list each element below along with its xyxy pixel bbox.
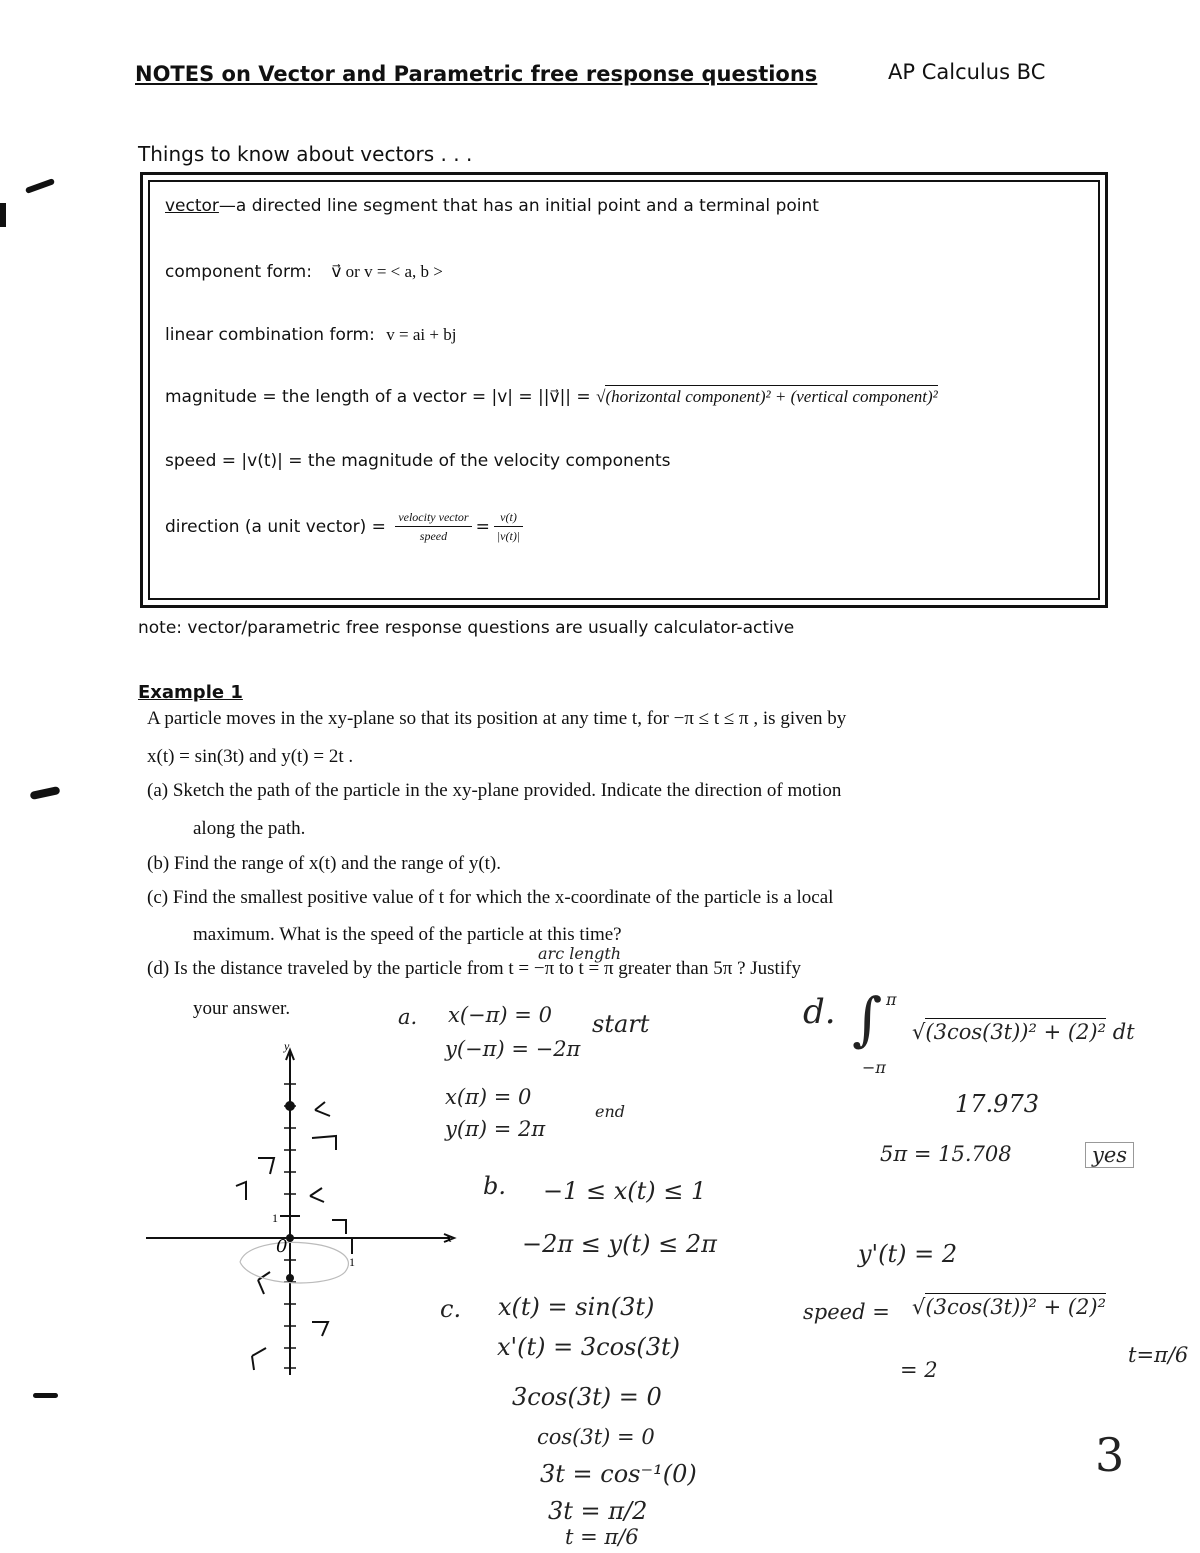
hw-a-start: start bbox=[592, 1010, 650, 1038]
xy-plane-graph bbox=[140, 1040, 470, 1380]
y-axis-label: y bbox=[284, 1040, 290, 1053]
hw-d-yes: yes bbox=[1085, 1142, 1134, 1168]
hw-b-xrange: −1 ≤ x(t) ≤ 1 bbox=[543, 1177, 707, 1205]
section-intro: Things to know about vectors . . . bbox=[138, 142, 473, 166]
hw-t-value: t=π/6 bbox=[1128, 1343, 1189, 1367]
hw-speed-value: = 2 bbox=[900, 1358, 938, 1382]
hw-c-label: c. bbox=[440, 1295, 462, 1323]
direction-arrow bbox=[236, 1182, 246, 1200]
hw-speed-label: speed = bbox=[803, 1300, 890, 1324]
component-form bbox=[165, 262, 443, 282]
part-d-line-2: your answer. bbox=[193, 998, 291, 1019]
magnitude-definition: magnitude = the length of a vector = |v| = ||v⃗|| = √(horizontal component)² + (vertical component)² bbox=[165, 387, 938, 407]
hw-c-4: cos(3t) = 0 bbox=[537, 1425, 655, 1449]
page-title: NOTES on Vector and Parametric free response questions bbox=[135, 62, 818, 86]
direction-fraction-2: $\frac{v(t)}{|v(t)|}$ bbox=[494, 510, 523, 544]
hw-c-3: 3cos(3t) = 0 bbox=[512, 1383, 662, 1411]
part-a-line-1: (a) Sketch the path of the particle in the xy-plane provided. Indicate the direction of motion bbox=[147, 780, 842, 801]
hw-a-end: end bbox=[595, 1102, 626, 1121]
hw-d-label: d. bbox=[803, 992, 836, 1032]
direction-label: direction (a unit vector) = bbox=[165, 517, 386, 537]
magnitude-radicand: (horizontal component)² + (vertical component)² bbox=[605, 387, 938, 406]
part-c-line-2: maximum. What is the speed of the particle at this time? bbox=[193, 924, 622, 945]
direction-arrow bbox=[312, 1322, 328, 1336]
hw-c-6: 3t = π/2 bbox=[548, 1497, 648, 1525]
problem-line-2: x(t) = sin(3t) and y(t) = 2t . bbox=[147, 746, 354, 767]
example-title: Example 1 bbox=[138, 682, 243, 703]
page-number: 3 bbox=[1095, 1428, 1125, 1482]
arc-length-note: arc length bbox=[538, 944, 622, 963]
direction-fraction-1: $\frac{\text{velocity vector}}{\text{speed}}$ bbox=[395, 510, 471, 544]
direction-arrow bbox=[258, 1272, 270, 1294]
vector-def-text: —a directed line segment that has an initial point and a terminal point bbox=[218, 196, 819, 216]
calculator-note: note: vector/parametric free response questions are usually calculator-active bbox=[138, 618, 795, 638]
vector-term: vector bbox=[165, 196, 219, 216]
component-label: component form: bbox=[165, 262, 312, 282]
hw-d-value: 17.973 bbox=[955, 1090, 1039, 1118]
hw-d-integrand: (3cos(3t))² + (2)² bbox=[925, 1020, 1107, 1044]
hw-b-label: b. bbox=[483, 1172, 506, 1200]
hw-c-2: x'(t) = 3cos(3t) bbox=[497, 1333, 680, 1361]
vector-definition bbox=[165, 196, 819, 216]
problem-line-1: A particle moves in the xy-plane so that its position at any time t, for −π ≤ t ≤ π , is given by bbox=[147, 708, 847, 729]
linear-expr: v = ai + bj bbox=[386, 325, 457, 344]
direction-arrow bbox=[315, 1102, 330, 1116]
direction-arrow bbox=[312, 1136, 336, 1150]
part-d-line-1: (d) Is the distance traveled by the particle from t = −π to t = π greater than 5π ? Justify bbox=[147, 958, 801, 979]
integral-sign-icon: ∫ bbox=[852, 985, 883, 1053]
scan-mark bbox=[33, 1393, 58, 1398]
hw-speed-radicand: (3cos(3t))² + (2)² bbox=[925, 1295, 1107, 1319]
x-tick-label: 1 bbox=[349, 1255, 355, 1269]
hw-a-yend: y(π) = 2π bbox=[445, 1117, 546, 1141]
hw-speed-sqrt: √(3cos(3t))² + (2)² bbox=[912, 1295, 1107, 1319]
x-axis-label: x bbox=[446, 1230, 452, 1245]
direction-arrow bbox=[332, 1220, 346, 1234]
direction-arrow bbox=[252, 1348, 266, 1370]
hw-yprime: y'(t) = 2 bbox=[858, 1240, 958, 1268]
speed-definition: speed = |v(t)| = the magnitude of the velocity components bbox=[165, 451, 671, 471]
hw-b-yrange: −2π ≤ y(t) ≤ 2π bbox=[522, 1230, 717, 1258]
y-tick-label: 1 bbox=[272, 1211, 278, 1225]
part-a-line-2: along the path. bbox=[193, 818, 306, 839]
part-c-line-1: (c) Find the smallest positive value of t for which the x-coordinate of the particle is a local bbox=[147, 887, 834, 908]
hw-c-1: x(t) = sin(3t) bbox=[498, 1293, 655, 1321]
course-name: AP Calculus BC bbox=[888, 60, 1046, 84]
hw-a-label: a. bbox=[398, 1005, 418, 1029]
scan-mark bbox=[25, 178, 55, 194]
hw-d-dt: dt bbox=[1112, 1020, 1135, 1044]
hw-a-ystart: y(−π) = −2π bbox=[445, 1037, 581, 1061]
hw-d-upper: π bbox=[886, 990, 897, 1009]
hw-a-xstart: x(−π) = 0 bbox=[448, 1003, 552, 1027]
direction-arrow bbox=[310, 1188, 324, 1202]
hw-a-xend: x(π) = 0 bbox=[445, 1085, 532, 1109]
direction-definition: direction (a unit vector) = $\frac{\text{velocity vector}}{\text{speed}}$ = $\frac{v(t)}{|v(t)|}$ bbox=[165, 510, 527, 544]
magnitude-label: magnitude = the length of a vector = |v| = ||v⃗|| = bbox=[165, 387, 591, 407]
scan-mark bbox=[0, 203, 6, 227]
component-expr: v⃗ or v = < a, b > bbox=[331, 262, 443, 281]
hw-d-sqrt: √(3cos(3t))² + (2)² dt bbox=[912, 1020, 1135, 1044]
hw-c-5: 3t = cos⁻¹(0) bbox=[540, 1460, 697, 1488]
hw-c-7: t = π/6 bbox=[565, 1525, 639, 1549]
start-point bbox=[285, 1101, 295, 1111]
linear-combination-form bbox=[165, 325, 456, 345]
hw-d-compare: 5π = 15.708 bbox=[880, 1142, 1012, 1166]
direction-arrow bbox=[258, 1158, 274, 1174]
linear-label: linear combination form: bbox=[165, 325, 375, 345]
part-b: (b) Find the range of x(t) and the range of y(t). bbox=[147, 853, 502, 874]
hw-d-lower: −π bbox=[862, 1058, 886, 1077]
scan-mark bbox=[29, 786, 60, 800]
origin-label: 0 bbox=[276, 1236, 288, 1257]
